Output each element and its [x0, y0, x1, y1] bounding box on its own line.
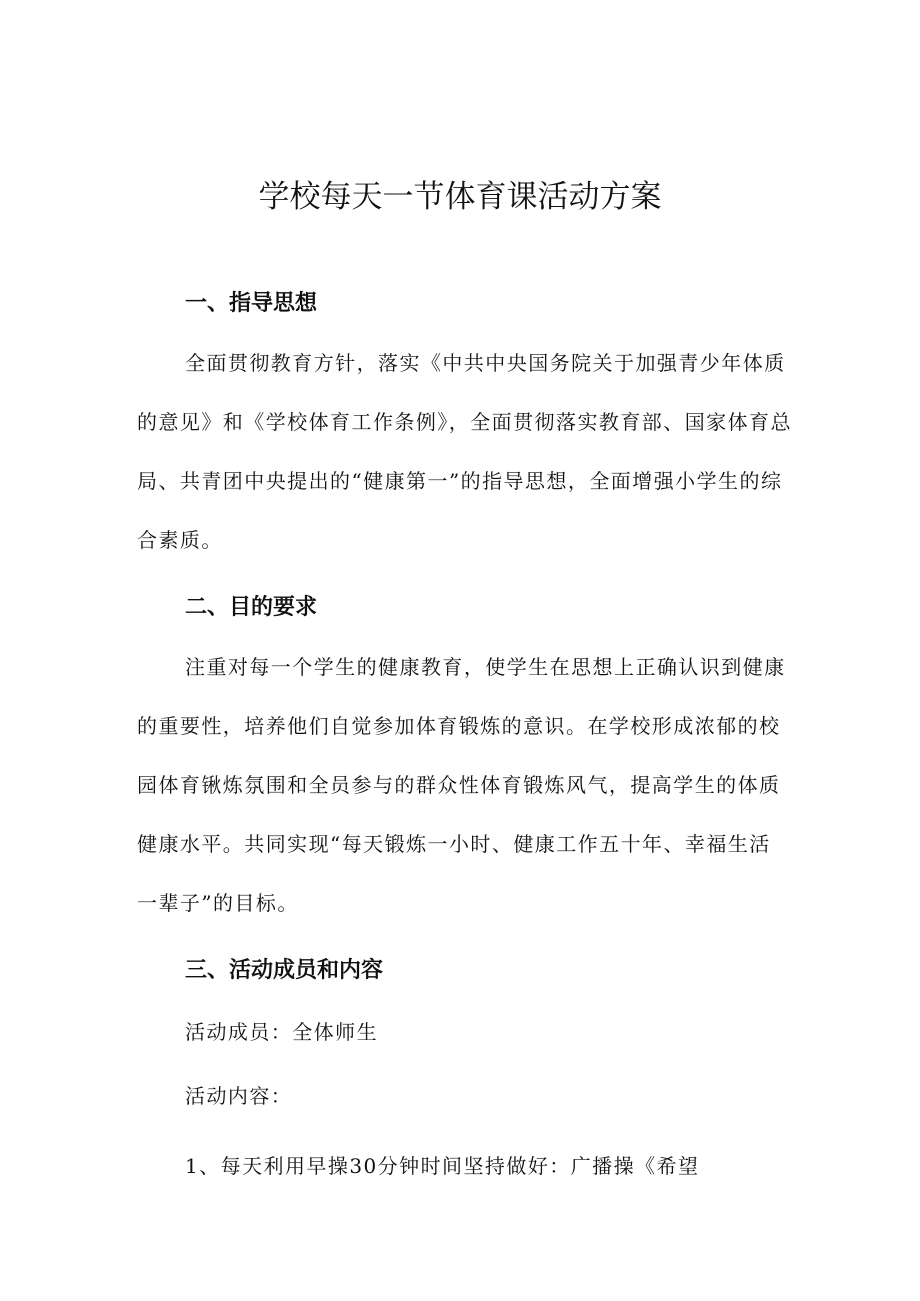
section-heading-members-content: 三、活动成员和内容: [185, 958, 384, 983]
activity-members-line: 活动成员：全体师生: [185, 1020, 379, 1044]
section-paragraph-guiding-ideology: 全面贯彻教育方针，落实《中共中央国务院关于加强青少年体质的意见》和《学校体育工作条例》，全面贯彻落实教育部、国家体育总局、共青团中央提出的“健康第一”的指导思想，全面增强小学生的综合素质。: [137, 351, 792, 552]
activity-item-1: 1、每天利用早操30分钟时间坚持做好：广播操《希望: [185, 1154, 700, 1178]
section-paragraph-objectives: 注重对每一个学生的健康教育，使学生在思想上正确认识到健康的重要性，培养他们自觉参加体育锻炼的意识。在学校形成浓郁的校园体育锹炼氛围和全员参与的群众性体育锻炼风气，提高学生的体质健康水平。共同实现“每天锻炼一小时、健康工作五十年、幸福生活一辈子”的目标。: [137, 655, 786, 915]
section-heading-objectives: 二、目的要求: [185, 595, 318, 620]
activity-content-label: 活动内容：: [185, 1084, 293, 1108]
document-title: 学校每天一节体育课活动方案: [258, 179, 662, 215]
section-heading-guiding-ideology: 一、指导思想: [185, 291, 318, 316]
